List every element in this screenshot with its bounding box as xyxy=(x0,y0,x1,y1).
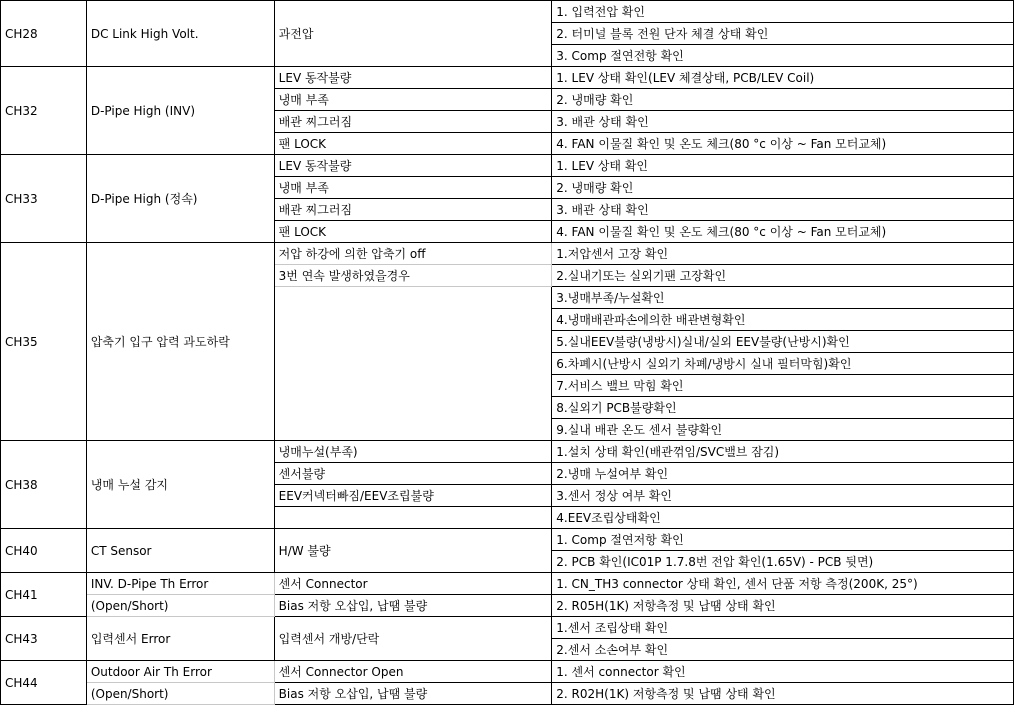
error-name: CT Sensor xyxy=(86,529,274,573)
cause-cell: 배관 찌그러짐 xyxy=(274,111,552,133)
action-cell: 1. CN_TH3 connector 상태 확인, 센서 단품 저항 측정(200K, 25°) xyxy=(552,573,1014,595)
error-name: 입력센서 Error xyxy=(86,617,274,661)
error-code: CH38 xyxy=(1,441,87,529)
action-cell: 2. 터미널 블록 전원 단자 체결 상태 확인 xyxy=(552,23,1014,45)
cause-cell: 저압 하강에 의한 압축기 off xyxy=(274,243,552,265)
action-cell: 4. FAN 이물질 확인 및 온도 체크(80 °c 이상 ~ Fan 모터교체) xyxy=(552,133,1014,155)
error-name: DC Link High Volt. xyxy=(86,1,274,67)
error-code: CH28 xyxy=(1,1,87,67)
action-cell: 3. 배관 상태 확인 xyxy=(552,111,1014,133)
action-cell: 3. Comp 절연전항 확인 xyxy=(552,45,1014,67)
table-row xyxy=(1,683,1014,705)
error-name-suffix: (Open/Short) xyxy=(86,683,274,705)
action-cell: 2. R05H(1K) 저항측정 및 납땜 상태 확인 xyxy=(552,595,1014,617)
cause-cell: H/W 불량 xyxy=(274,529,552,573)
action-cell: 2.냉매 누설여부 확인 xyxy=(552,463,1014,485)
cause-cell-empty xyxy=(274,507,552,529)
error-code: CH44 xyxy=(1,661,87,705)
action-cell: 3.센서 정상 여부 확인 xyxy=(552,485,1014,507)
error-name: INV. D-Pipe Th Error xyxy=(86,573,274,595)
cause-cell: 센서 Connector Open xyxy=(274,661,552,683)
error-name: 압축기 입구 압력 과도하락 xyxy=(86,243,274,441)
cause-cell: 3번 연속 발생하였을경우 xyxy=(274,265,552,287)
action-cell: 1.센서 조립상태 확인 xyxy=(552,617,1014,639)
error-name: Outdoor Air Th Error xyxy=(86,661,274,683)
table-row xyxy=(1,1,1014,23)
cause-cell: 팬 LOCK xyxy=(274,133,552,155)
action-cell: 2.실내기또는 실외기팬 고장확인 xyxy=(552,265,1014,287)
action-cell: 2.센서 소손여부 확인 xyxy=(552,639,1014,661)
table-row xyxy=(1,661,1014,683)
cause-cell: 냉매 부족 xyxy=(274,177,552,199)
cause-cell: Bias 저항 오삽입, 납땜 불량 xyxy=(274,683,552,705)
error-code: CH35 xyxy=(1,243,87,441)
table-row xyxy=(1,243,1014,265)
cause-cell: 과전압 xyxy=(274,1,552,67)
error-code: CH32 xyxy=(1,67,87,155)
table-row xyxy=(1,617,1014,639)
error-code: CH33 xyxy=(1,155,87,243)
error-code: CH41 xyxy=(1,573,87,617)
action-cell: 4.EEV조립상태확인 xyxy=(552,507,1014,529)
error-name: D-Pipe High (정속) xyxy=(86,155,274,243)
cause-cell-empty xyxy=(274,287,552,441)
action-cell: 8.실외기 PCB불량확인 xyxy=(552,397,1014,419)
action-cell: 7.서비스 밸브 막힘 확인 xyxy=(552,375,1014,397)
cause-cell: EEV커넥터빠짐/EEV조립불량 xyxy=(274,485,552,507)
error-name: 냉매 누설 감지 xyxy=(86,441,274,529)
action-cell: 6.차폐시(난방시 실외기 차폐/냉방시 실내 필터막힘)확인 xyxy=(552,353,1014,375)
action-cell: 5.실내EEV불량(냉방시)실내/실외 EEV불량(난방시)확인 xyxy=(552,331,1014,353)
table-row xyxy=(1,67,1014,89)
cause-cell: 센서 Connector xyxy=(274,573,552,595)
table-row xyxy=(1,595,1014,617)
table-row xyxy=(1,441,1014,463)
cause-cell: Bias 저항 오삽입, 납땜 불량 xyxy=(274,595,552,617)
action-cell: 9.실내 배관 온도 센서 불량확인 xyxy=(552,419,1014,441)
action-cell: 1. 입력전압 확인 xyxy=(552,1,1014,23)
cause-cell: LEV 동작불량 xyxy=(274,155,552,177)
cause-cell: LEV 동작불량 xyxy=(274,67,552,89)
action-cell: 1. LEV 상태 확인(LEV 체결상태, PCB/LEV Coil) xyxy=(552,67,1014,89)
cause-cell: 팬 LOCK xyxy=(274,221,552,243)
cause-cell: 냉매누설(부족) xyxy=(274,441,552,463)
action-cell: 4. FAN 이물질 확인 및 온도 체크(80 °c 이상 ~ Fan 모터교체) xyxy=(552,221,1014,243)
action-cell: 1. Comp 절연저항 확인 xyxy=(552,529,1014,551)
action-cell: 1. 센서 connector 확인 xyxy=(552,661,1014,683)
cause-cell: 센서불량 xyxy=(274,463,552,485)
action-cell: 2. 냉매량 확인 xyxy=(552,177,1014,199)
error-name-suffix: (Open/Short) xyxy=(86,595,274,617)
error-code: CH40 xyxy=(1,529,87,573)
cause-cell: 배관 찌그러짐 xyxy=(274,199,552,221)
error-name: D-Pipe High (INV) xyxy=(86,67,274,155)
action-cell: 1.저압센서 고장 확인 xyxy=(552,243,1014,265)
action-cell: 2. 냉매량 확인 xyxy=(552,89,1014,111)
error-code: CH43 xyxy=(1,617,87,661)
action-cell: 1. LEV 상태 확인 xyxy=(552,155,1014,177)
cause-cell: 냉매 부족 xyxy=(274,89,552,111)
cause-cell: 입력센서 개방/단락 xyxy=(274,617,552,661)
table-row xyxy=(1,155,1014,177)
table-row xyxy=(1,529,1014,551)
action-cell: 4.냉매배관파손에의한 배관변형확인 xyxy=(552,309,1014,331)
action-cell: 2. PCB 확인(IC01P 1.7.8번 전압 확인(1.65V) - PCB 뒷면) xyxy=(552,551,1014,573)
action-cell: 3.냉매부족/누설확인 xyxy=(552,287,1014,309)
action-cell: 1.설치 상태 확인(배관꺾임/SVC밸브 잠김) xyxy=(552,441,1014,463)
action-cell: 3. 배관 상태 확인 xyxy=(552,199,1014,221)
table-row xyxy=(1,573,1014,595)
action-cell: 2. R02H(1K) 저항측정 및 납땜 상태 확인 xyxy=(552,683,1014,705)
